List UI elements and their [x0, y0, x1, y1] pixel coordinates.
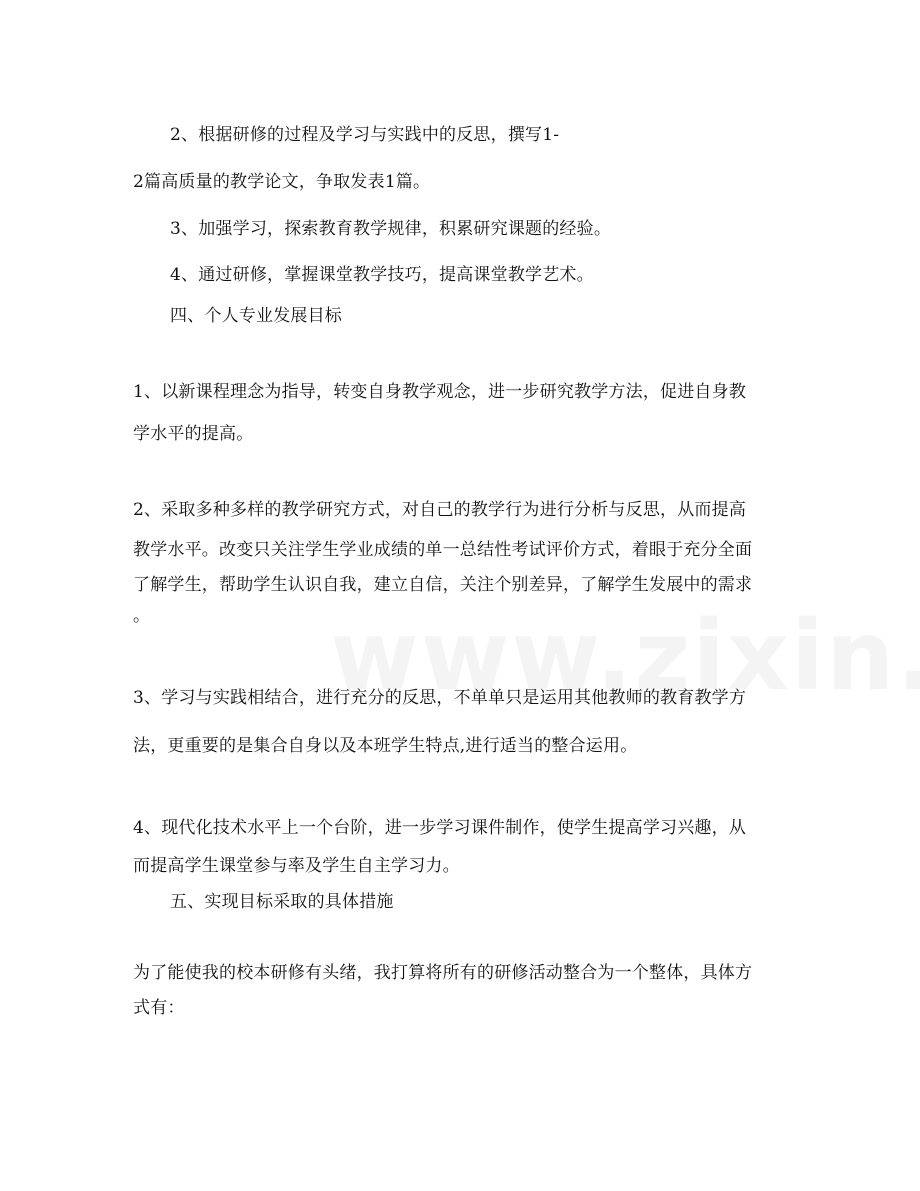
text-line: 2、根据研修的过程及学习与实践中的反思，撰写1- [170, 125, 560, 145]
text-line: 学水平的提高。 [133, 424, 254, 444]
text-line: 3、学习与实践相结合，进行充分的反思，不单单只是运用其他教师的教育教学方 [133, 688, 747, 708]
text-line: 2篇高质量的教学论文，争取发表1篇。 [133, 172, 431, 192]
text-line: 3、加强学习，探索教育教学规律，积累研究课题的经验。 [170, 219, 612, 239]
text-line: 2、采取多种多样的教学研究方式，对自己的教学行为进行分析与反思，从而提高 [133, 500, 747, 520]
section-heading: 四、个人专业发展目标 [170, 306, 342, 326]
text-line: 。 [133, 606, 151, 626]
text-line: 为了能使我的校本研修有头绪，我打算将所有的研修活动整合为一个整体，具体方 [133, 963, 753, 983]
text-line: 式有： [133, 998, 185, 1018]
text-line: 4、通过研修，掌握课堂教学技巧，提高课堂教学艺术。 [170, 265, 594, 285]
text-line: 法，更重要的是集合自身以及本班学生特点,进行适当的整合运用。 [133, 736, 638, 756]
text-line: 了解学生，帮助学生认识自我，建立自信，关注个别差异，了解学生发展中的需求 [133, 575, 753, 595]
section-heading: 五、实现目标采取的具体措施 [170, 892, 394, 912]
text-line: 1、以新课程理念为指导，转变自身教学观念，进一步研究教学方法，促进自身教 [133, 382, 747, 402]
text-line: 教学水平。改变只关注学生学业成绩的单一总结性考试评价方式，着眼于充分全面 [133, 540, 753, 560]
text-line: 4、现代化技术水平上一个台阶，进一步学习课件制作，使学生提高学习兴趣，从 [133, 818, 747, 838]
text-line: 而提高学生课堂参与率及学生自主学习力。 [133, 856, 460, 876]
